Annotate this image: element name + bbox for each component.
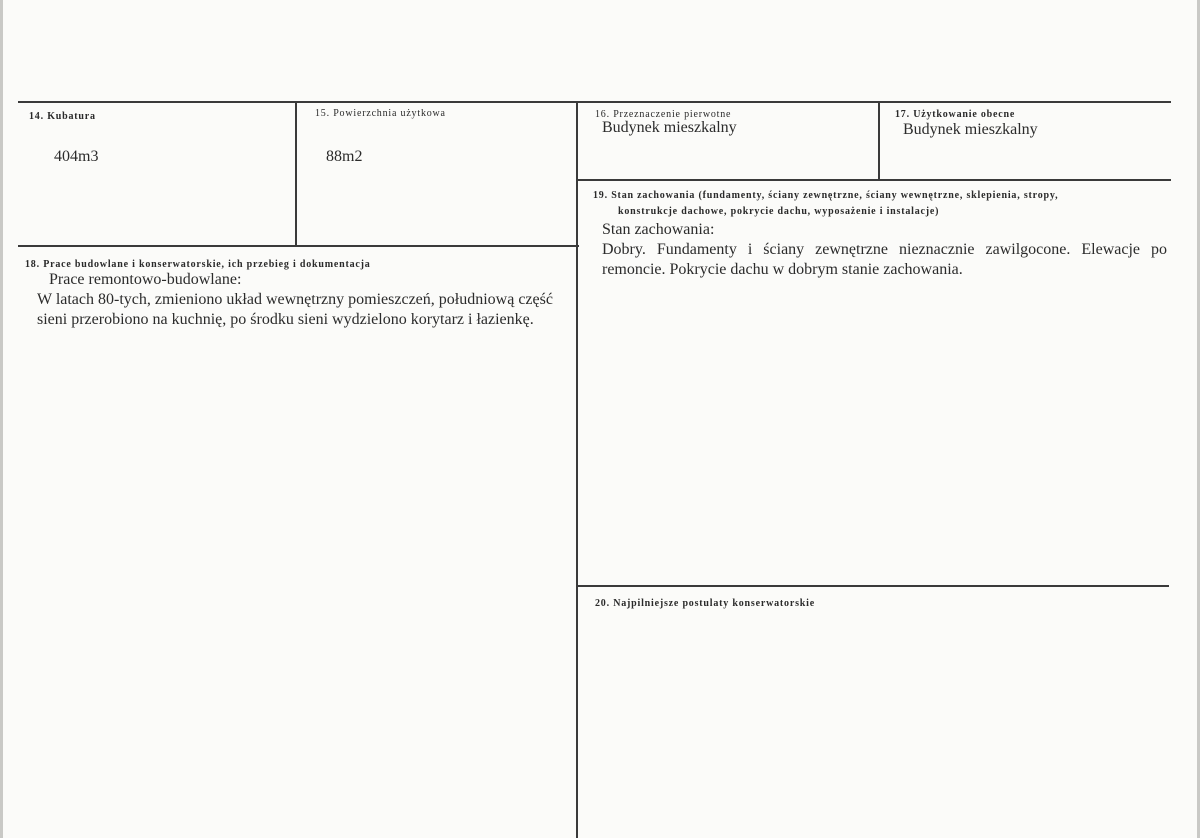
page-edge-left [0, 0, 3, 838]
field-18-line-2: sieni przerobiono na kuchnię, po środku sieni wydzielono korytarz i łazienkę. [37, 311, 534, 328]
center-divider [576, 101, 578, 838]
field-19-heading: Stan zachowania: [602, 221, 715, 238]
top-rule [18, 101, 1171, 103]
field-19-line-1: Dobry. Fundamenty i ściany zewnętrzne nieznacznie zawilgocone. Elewacje po [602, 241, 1167, 258]
field-16-value: Budynek mieszkalny [602, 119, 737, 136]
field-14-value: 404m3 [54, 148, 99, 165]
field-15-value: 88m2 [326, 148, 363, 165]
field-17-value: Budynek mieszkalny [903, 121, 1038, 138]
field-15-label: 15. Powierzchnia użytkowa [315, 108, 446, 119]
field-19-text [602, 220, 1167, 280]
field-20-label: 20. Najpilniejsze postulaty konserwatorskie [595, 598, 815, 609]
field-18-line-1: W latach 80-tych, zmieniono układ wewnętrzny pomieszczeń, południową część [37, 291, 553, 308]
field-18-label: 18. Prace budowlane i konserwatorskie, ich przebieg i dokumentacja [25, 259, 371, 270]
rule-under-16-17 [578, 179, 1171, 181]
divider-14-15 [295, 101, 297, 247]
field-19-line-2: remoncie. Pokrycie dachu w dobrym stanie zachowania. [602, 261, 963, 278]
divider-16-17 [878, 101, 880, 181]
rule-above-20 [578, 585, 1169, 587]
field-14-label: 14. Kubatura [29, 111, 96, 122]
field-18-heading: Prace remontowo-budowlane: [49, 271, 242, 288]
field-18-text [37, 270, 567, 330]
field-19-label-line-2: konstrukcje dachowe, pokrycie dachu, wyposażenie i instalacje) [618, 206, 940, 217]
field-19-label-line-1: 19. Stan zachowania (fundamenty, ściany zewnętrzne, ściany wewnętrzne, sklepienia, stropy, [593, 190, 1059, 201]
field-17-label: 17. Użytkowanie obecne [895, 109, 1016, 120]
rule-under-14-15 [18, 245, 579, 247]
field-16-label: 16. Przeznaczenie pierwotne [595, 109, 732, 120]
